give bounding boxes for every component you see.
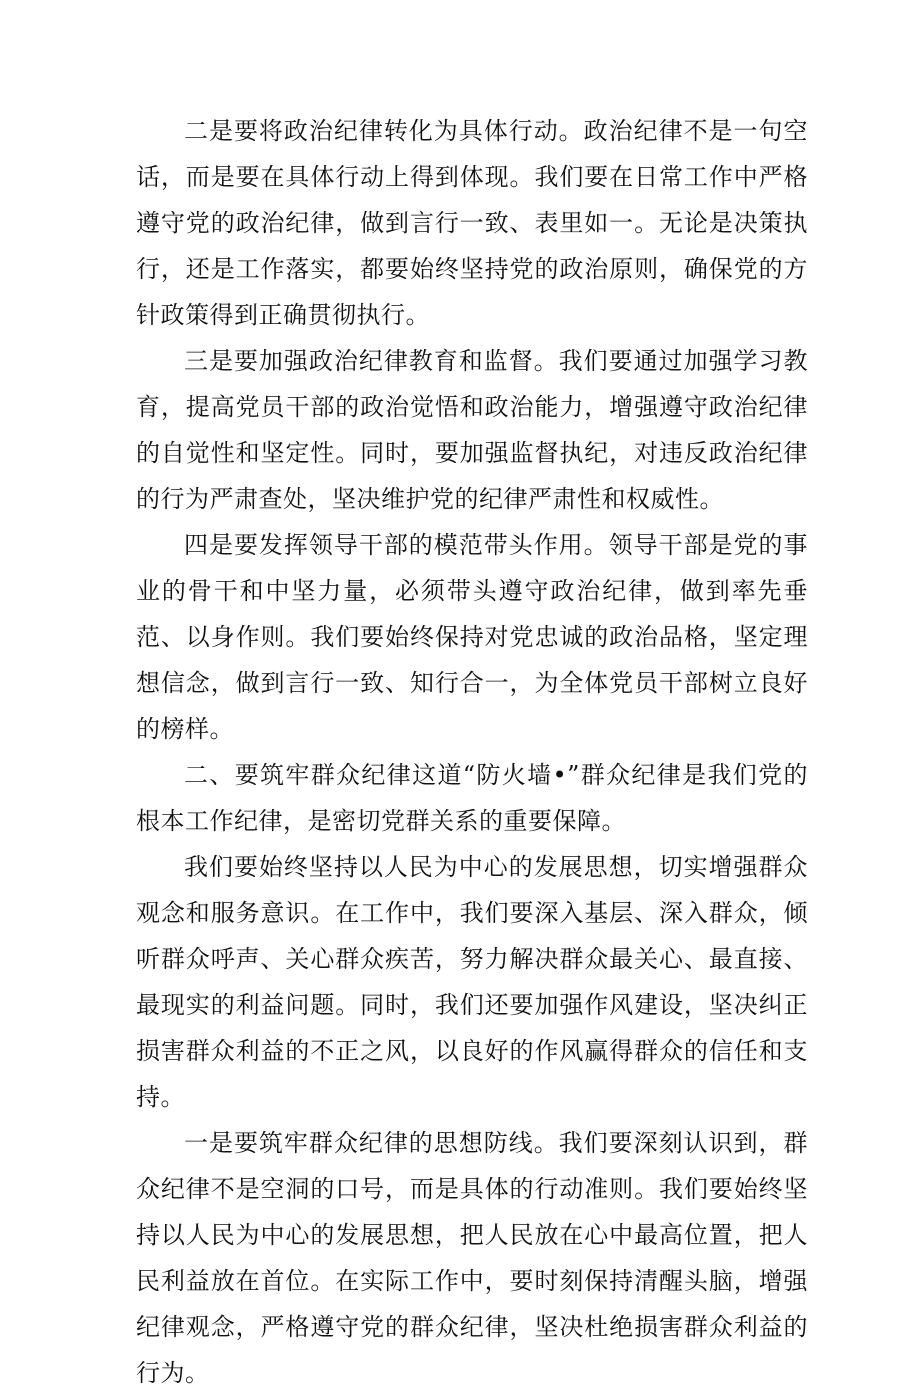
document-body: [136, 108, 808, 1396]
paragraph-political-education: 三是要加强政治纪律教育和监督。我们要通过加强学习教育，提高党员干部的政治觉悟和政治能力，增强遵守政治纪律的自觉性和坚定性。同时，要加强监督执纪，对违反政治纪律的行为严肃查处，坚决维护党的纪律严肃性和权威性。: [136, 347, 808, 513]
paragraph-leadership-example: 四是要发挥领导干部的模范带头作用。领导干部是党的事业的骨干和中坚力量，必须带头遵守政治纪律，做到率先垂范、以身作则。我们要始终保持对党忠诚的政治品格，坚定理想信念，做到言行一致、知行合一，为全体党员干部树立良好的榜样。: [136, 531, 808, 743]
paragraph-political-action: 二是要将政治纪律转化为具体行动。政治纪律不是一句空话，而是要在具体行动上得到体现。我们要在日常工作中严格遵守党的政治纪律，做到言行一致、表里如一。无论是决策执行，还是工作落实，都要始终坚持党的政治原则，确保党的方针政策得到正确贯彻执行。: [136, 117, 808, 329]
paragraph-people-centered: 我们要始终坚持以人民为中心的发展思想，切实增强群众观念和服务意识。在工作中，我们要深入基层、深入群众，倾听群众呼声、关心群众疾苦，努力解决群众最关心、最直接、最现实的利益问题。同时，我们还要加强作风建设，坚决纠正损害群众利益的不正之风，以良好的作风赢得群众的信任和支持。: [136, 853, 808, 1111]
paragraph-mass-discipline-heading: 二、要筑牢群众纪律这道“防火墙•”群众纪律是我们党的根本工作纪律，是密切党群关系的重要保障。: [136, 761, 808, 835]
paragraph-ideological-defense: 一是要筑牢群众纪律的思想防线。我们要深刻认识到，群众纪律不是空洞的口号，而是具体的行动准则。我们要始终坚持以人民为中心的发展思想，把人民放在心中最高位置，把人民利益放在首位。在实际工作中，要时刻保持清醒头脑，增强纪律观念，严格遵守党的群众纪律，坚决杜绝损害群众利益的行为。: [136, 1129, 808, 1387]
